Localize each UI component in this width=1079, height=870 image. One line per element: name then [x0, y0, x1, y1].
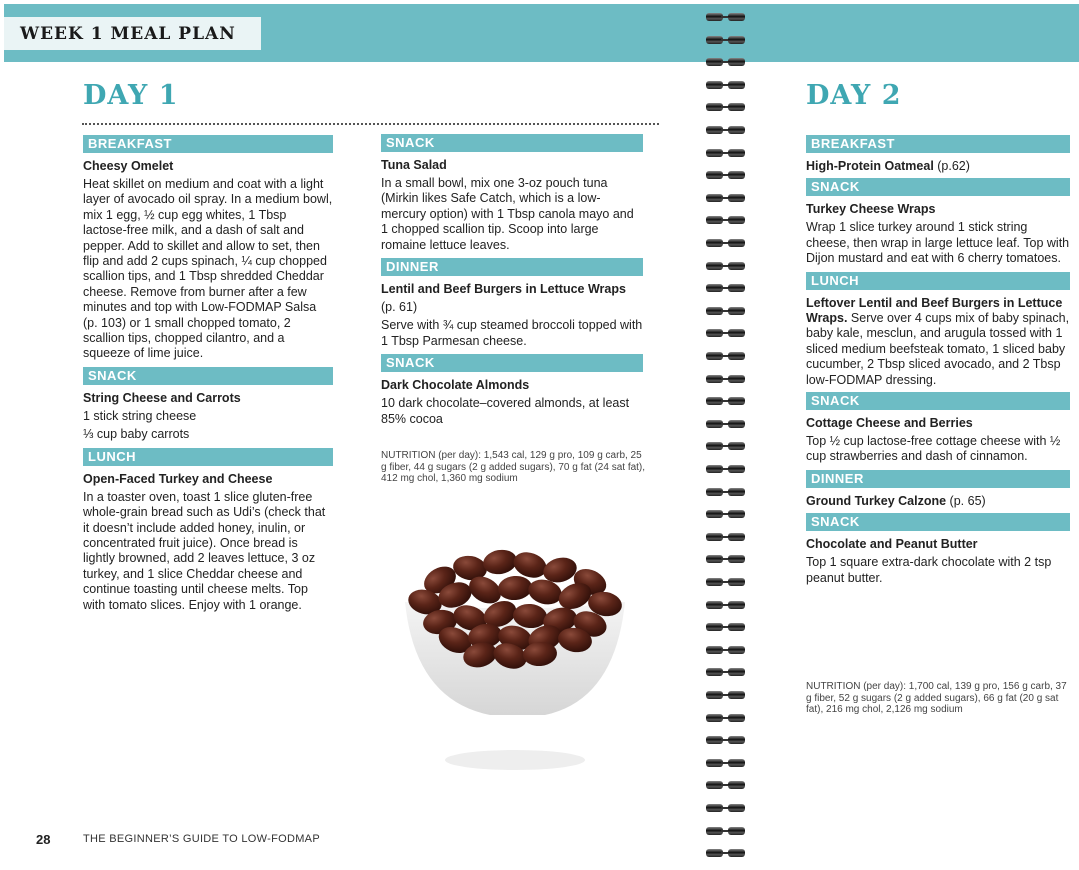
week-title: WEEK 1 MEAL PLAN — [4, 17, 261, 50]
spiral-coil — [704, 168, 750, 182]
spiral-coil — [704, 417, 750, 431]
meal-title-text: Tuna Salad — [381, 158, 447, 172]
meal-section — [381, 258, 643, 349]
spiral-coil — [704, 33, 750, 47]
spiral-binding — [704, 0, 750, 870]
meal-label-bar: BREAKFAST — [806, 135, 1070, 153]
spiral-coil — [704, 146, 750, 160]
spiral-coil — [704, 598, 750, 612]
meal-label-bar: SNACK — [806, 178, 1070, 196]
day-1-column-2 — [381, 134, 643, 432]
meal-section — [83, 367, 333, 443]
meal-label-bar: SNACK — [381, 354, 643, 372]
meal-body: Heat skillet on medium and coat with a light layer of avocado oil spray. In a medium bowl, mix 1 egg, ½ cup egg whites, 1 Tbsp lactose-free milk, and a dash of salt and pepper. Add to skillet and allow to set, then flip and add 2 cups spinach, ¼ cup chopped scallion tips, and 1 Tbsp shredded Cheddar cheese. Remove from burner after a few minutes and top with Low-FODMAP Salsa (p. 103) or 1 small chopped tomato, 2 scallion tips, chopped cilantro, and a squeeze of lime juice. — [83, 177, 333, 361]
meal-title — [381, 282, 643, 296]
meal-title-text: Lentil and Beef Burgers in Lettuce Wraps — [381, 282, 626, 297]
meal-title — [806, 296, 1070, 388]
meal-body: Serve with ¾ cup steamed broccoli topped with 1 Tbsp Parmesan cheese. — [381, 318, 643, 348]
day-2-column — [806, 135, 1070, 591]
spiral-coil — [704, 55, 750, 69]
meal-title-text: Open-Faced Turkey and Cheese — [83, 471, 273, 486]
spiral-coil — [704, 846, 750, 860]
meal-title — [806, 416, 1070, 430]
dotted-divider — [82, 123, 659, 125]
meal-section — [806, 272, 1070, 388]
page-number: 28 — [36, 832, 51, 847]
book-title: THE BEGINNER’S GUIDE TO LOW-FODMAP — [83, 833, 320, 845]
meal-label-bar: DINNER — [806, 470, 1070, 488]
meal-body: Top 1 square extra-dark chocolate with 2 tsp peanut butter. — [806, 555, 1052, 585]
meal-title-suffix: Serve over 4 cups mix of baby spinach, baby kale, mesclun, and arugula tossed with 1 sliced medium beefsteak tomato, 1 sliced baby cucumber, 2 Tbsp sliced avocado, and 2 Tbsp low-FODMAP dressing. — [806, 311, 1070, 387]
day-2-title: DAY 2 — [806, 80, 902, 111]
meal-title — [806, 159, 1070, 174]
meal-title — [806, 494, 1070, 509]
spiral-coil — [704, 620, 750, 634]
spiral-coil — [704, 756, 750, 770]
meal-label-bar: LUNCH — [83, 448, 333, 466]
spiral-coil — [704, 733, 750, 747]
day-1-column-1 — [83, 135, 333, 618]
meal-title-text: Cottage Cheese and Berries — [806, 416, 973, 431]
spiral-coil — [704, 575, 750, 589]
spiral-coil — [704, 485, 750, 499]
meal-label-bar: LUNCH — [806, 272, 1070, 290]
spiral-coil — [704, 78, 750, 92]
meal-body: Top ½ cup lactose-free cottage cheese with ½ cup strawberries and dash of cinnamon. — [806, 434, 1061, 464]
chocolate-almonds-image — [395, 540, 635, 780]
spiral-coil — [704, 778, 750, 792]
spiral-coil — [704, 10, 750, 24]
meal-section — [381, 134, 643, 253]
meal-title — [381, 158, 643, 172]
day-2-nutrition: NUTRITION (per day): 1,700 cal, 139 g pro, 156 g carb, 37 g fiber, 52 g sugars (2 g added sugars), 66 g fat (20 g sat fat), 216 mg chol, 2,126 mg sodium — [806, 681, 1067, 716]
spiral-coil — [704, 801, 750, 815]
meal-section — [806, 178, 1070, 266]
spiral-coil — [704, 372, 750, 386]
meal-section — [806, 392, 1070, 465]
day-1-nutrition: NUTRITION (per day): 1,543 cal, 129 g pro, 109 g carb, 25 g fiber, 44 g sugars (2 g added sugars), 70 g fat (24 sat fat), 412 mg chol, 1,360 mg sodium — [381, 450, 646, 485]
meal-title-suffix: (p.62) — [933, 159, 970, 173]
meal-section — [83, 135, 333, 362]
meal-section — [381, 354, 643, 427]
meal-title-text: Turkey Cheese Wraps — [806, 202, 936, 217]
meal-body: Wrap 1 slice turkey around 1 stick string cheese, then wrap in large lettuce leaf. Top with Dijon mustard and eat with 6 cherry tomatoes. — [806, 220, 1070, 266]
spiral-coil — [704, 688, 750, 702]
spiral-coil — [704, 281, 750, 295]
meal-label-bar: SNACK — [83, 367, 333, 385]
meal-title-text: String Cheese and Carrots — [83, 390, 241, 405]
spiral-coil — [704, 665, 750, 679]
meal-label-bar: SNACK — [806, 392, 1070, 410]
spiral-coil — [704, 304, 750, 318]
meal-section — [806, 135, 1070, 174]
meal-body: 10 dark chocolate–covered almonds, at least 85% cocoa — [381, 396, 630, 426]
spiral-coil — [704, 394, 750, 408]
meal-label-bar: DINNER — [381, 258, 643, 276]
meal-title-text: Leftover Lentil and Beef Burgers in Lettuce Wraps. — [806, 295, 1063, 326]
meal-label-bar: BREAKFAST — [83, 135, 333, 153]
meal-title-suffix: (p. 65) — [946, 493, 986, 508]
meal-body: ⅓ cup baby carrots — [83, 427, 190, 442]
meal-body: In a toaster oven, toast 1 slice gluten-free whole-grain bread such as Udi’s (check that it doesn’t include added honey, inulin, or concentrated fruit juice). Once bread is lightly browned, add 2 leaves lettuce, 3 oz turkey, and 1 slice Cheddar cheese and continue toasting until cheese melts. Top with tomato slices. Enjoy with 1 orange. — [83, 489, 326, 612]
spiral-coil — [704, 259, 750, 273]
spiral-coil — [704, 507, 750, 521]
spiral-coil — [704, 824, 750, 838]
meal-title — [381, 378, 643, 392]
spiral-coil — [704, 123, 750, 137]
meal-title — [83, 391, 333, 405]
spiral-coil — [704, 552, 750, 566]
meal-label-bar: SNACK — [806, 513, 1070, 531]
day-1-title: DAY 1 — [83, 80, 179, 111]
meal-title — [83, 472, 333, 486]
meal-title — [806, 537, 1070, 551]
meal-title — [806, 202, 1070, 216]
chocolate-almond — [497, 575, 533, 602]
meal-title-text: Cheesy Omelet — [83, 159, 174, 173]
meal-body: (p. 61) — [381, 300, 418, 315]
spiral-coil — [704, 236, 750, 250]
spiral-coil — [704, 100, 750, 114]
spiral-coil — [704, 711, 750, 725]
spiral-coil — [704, 530, 750, 544]
chocolate-almond — [481, 547, 519, 577]
spiral-coil — [704, 439, 750, 453]
meal-body: In a small bowl, mix one 3-oz pouch tuna (Mirkin likes Safe Catch, which is a low-mercury option) with 1 Tbsp canola mayo and 1 chopped scallion tip. Scoop into large romaine lettuce leaves. — [381, 176, 634, 252]
spiral-coil — [704, 213, 750, 227]
meal-body: 1 stick string cheese — [83, 408, 197, 423]
meal-title-text: Chocolate and Peanut Butter — [806, 537, 978, 552]
meal-label-bar: SNACK — [381, 134, 643, 152]
spiral-coil — [704, 191, 750, 205]
meal-title-text: High-Protein Oatmeal — [806, 159, 934, 173]
spiral-coil — [704, 349, 750, 363]
meal-title-text: Ground Turkey Calzone — [806, 493, 947, 508]
spiral-coil — [704, 326, 750, 340]
meal-title-text: Dark Chocolate Almonds — [381, 378, 530, 393]
meal-title — [83, 159, 333, 173]
spiral-coil — [704, 462, 750, 476]
meal-section — [806, 470, 1070, 509]
meal-section — [806, 513, 1070, 586]
spiral-coil — [704, 643, 750, 657]
meal-section — [83, 448, 333, 613]
